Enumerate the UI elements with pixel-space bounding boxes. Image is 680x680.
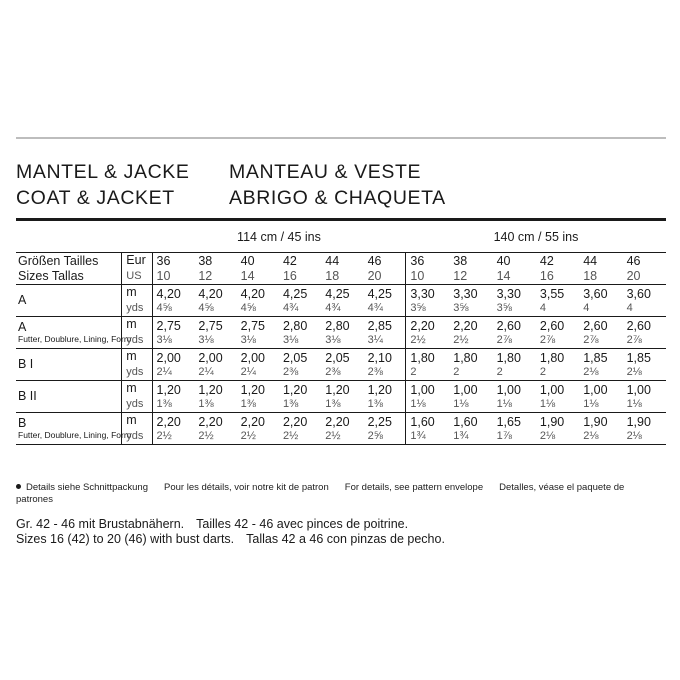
title-fr: MANTEAU & VESTE (229, 161, 422, 183)
row-units: m yds (122, 349, 152, 381)
row-units: m yds (122, 381, 152, 413)
title-de: MANTEL & JACKE (16, 161, 190, 183)
value-cell: 2,10 2⅜ (364, 349, 406, 381)
value-cell: 3,30 3⅝ (493, 285, 536, 317)
table-row (16, 317, 666, 349)
value-cell: 1,00 1⅛ (449, 381, 492, 413)
value-cell: 1,80 2 (449, 349, 492, 381)
value-cell: 2,20 2½ (237, 413, 279, 445)
title-line-1 (16, 161, 421, 183)
value-cell: 1,20 1⅜ (279, 381, 321, 413)
value-cell: 2,75 3⅛ (194, 317, 236, 349)
width-140: 140 cm / 55 ins (493, 229, 579, 244)
row-units: m yds (122, 317, 152, 349)
row-units: m yds (122, 413, 152, 445)
details-note-cont: patrones (16, 494, 53, 505)
table-row (16, 413, 666, 445)
value-cell: 1,90 2⅛ (623, 413, 666, 445)
value-cell: 1,80 2 (406, 349, 449, 381)
value-cell: 1,85 2⅛ (623, 349, 666, 381)
title-en: COAT & JACKET (16, 187, 175, 209)
value-cell: 1,20 1⅜ (152, 381, 194, 413)
value-cell: 1,60 1¾ (449, 413, 492, 445)
value-cell: 1,80 2 (536, 349, 579, 381)
value-cell: 2,20 2½ (321, 413, 363, 445)
value-cell: 2,00 2¼ (194, 349, 236, 381)
darts-note-2: Sizes 16 (42) to 20 (46) with bust darts. Tallas 42 a 46 con pinzas de pecho. (16, 532, 445, 546)
title-divider (16, 218, 666, 221)
row-label: B Futter, Doublure, Lining, Forro (16, 413, 122, 445)
value-cell: 2,80 3⅛ (321, 317, 363, 349)
value-cell: 4,20 4⅝ (237, 285, 279, 317)
value-cell: 3,30 3⅝ (449, 285, 492, 317)
value-cell: 3,60 4 (579, 285, 622, 317)
value-cell: 1,00 1⅛ (536, 381, 579, 413)
darts-note-1: Gr. 42 - 46 mit Brustabnähern. Tailles 42 - 46 avec pinces de poitrine. (16, 517, 409, 531)
title-es: ABRIGO & CHAQUETA (229, 187, 446, 209)
value-cell: 1,20 1⅜ (194, 381, 236, 413)
value-cell: 2,20 2½ (406, 317, 449, 349)
details-note: Details siehe Schnittpackung Pour les détails, voir notre kit de patron For details, see pattern envelope Detalles, véase el paquete de (16, 482, 640, 494)
size-system: Eur US (122, 253, 152, 285)
value-cell: 2,05 2⅜ (321, 349, 363, 381)
value-cell: 2,75 3⅛ (152, 317, 194, 349)
value-cell: 2,20 2½ (152, 413, 194, 445)
row-units: m yds (122, 285, 152, 317)
value-cell: 1,85 2⅛ (579, 349, 622, 381)
value-cell: 4,25 4¾ (279, 285, 321, 317)
value-cell: 2,60 2⅞ (579, 317, 622, 349)
value-cell: 4,25 4¾ (364, 285, 406, 317)
value-cell: 4,20 4⅝ (152, 285, 194, 317)
value-cell: 2,05 2⅜ (279, 349, 321, 381)
value-cell: 2,80 3⅛ (279, 317, 321, 349)
value-cell: 1,00 1⅛ (579, 381, 622, 413)
top-divider (16, 137, 666, 139)
value-cell: 1,20 1⅜ (321, 381, 363, 413)
value-cell: 1,00 1⅛ (406, 381, 449, 413)
value-cell: 3,60 4 (623, 285, 666, 317)
value-cell: 2,60 2⅞ (536, 317, 579, 349)
sizes-row: Größen Tailles Sizes Tallas Eur US 36 10 38 12 40 14 42 16 44 18 46 20 36 10 38 12 40 14 42 16 44 18 46 20 (16, 253, 666, 285)
fabric-requirements-table (16, 222, 666, 445)
value-cell: 1,65 1⅞ (493, 413, 536, 445)
bullet-icon (16, 484, 21, 489)
value-cell: 1,20 1⅜ (237, 381, 279, 413)
value-cell: 1,80 2 (493, 349, 536, 381)
row-label: B I (16, 349, 122, 381)
title-line-2 (16, 187, 446, 209)
value-cell: 4,20 4⅝ (194, 285, 236, 317)
fabric-width-header (16, 222, 666, 253)
value-cell: 1,60 1¾ (406, 413, 449, 445)
row-label: B II (16, 381, 122, 413)
value-cell: 2,20 2½ (449, 317, 492, 349)
value-cell: 4,25 4¾ (321, 285, 363, 317)
table-row (16, 349, 666, 381)
table-row (16, 381, 666, 413)
value-cell: 2,25 2⅝ (364, 413, 406, 445)
value-cell: 1,20 1⅜ (364, 381, 406, 413)
row-label: A Futter, Doublure, Lining, Forro (16, 317, 122, 349)
value-cell: 2,60 2⅞ (493, 317, 536, 349)
row-label: A (16, 285, 122, 317)
table-row (16, 285, 666, 317)
value-cell: 1,00 1⅛ (623, 381, 666, 413)
value-cell: 1,90 2⅛ (536, 413, 579, 445)
width-114: 114 cm / 45 ins (237, 229, 321, 244)
value-cell: 1,90 2⅛ (579, 413, 622, 445)
sizes-label: Größen Tailles Sizes Tallas (16, 253, 122, 285)
value-cell: 2,20 2½ (279, 413, 321, 445)
value-cell: 2,75 3⅛ (237, 317, 279, 349)
value-cell: 2,60 2⅞ (623, 317, 666, 349)
value-cell: 3,30 3⅝ (406, 285, 449, 317)
value-cell: 2,00 2¼ (152, 349, 194, 381)
value-cell: 3,55 4 (536, 285, 579, 317)
value-cell: 2,85 3¼ (364, 317, 406, 349)
value-cell: 2,20 2½ (194, 413, 236, 445)
value-cell: 1,00 1⅛ (493, 381, 536, 413)
value-cell: 2,00 2¼ (237, 349, 279, 381)
